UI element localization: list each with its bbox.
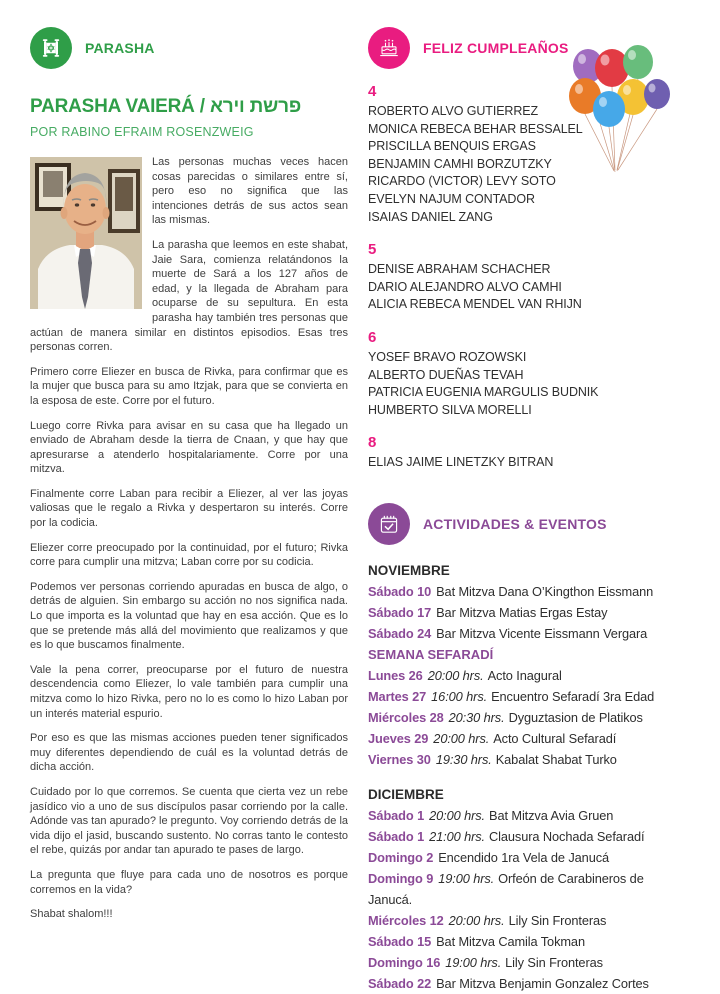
event-subheading: SEMANA SEFARADÍ <box>368 646 494 662</box>
event-day: Domingo 2 <box>368 849 434 865</box>
event-row <box>368 665 690 686</box>
birthday-name: ALICIA REBECA MENDEL VAN RHIJN <box>368 297 582 312</box>
event-day: Miércoles 12 <box>368 912 444 928</box>
birthday-name: YOSEF BRAVO ROZOWSKI <box>368 349 527 364</box>
event-description: Lily Sin Fronteras <box>508 912 607 928</box>
event-row <box>368 749 690 770</box>
event-description: Bar Mitzva Matias Ergas Estay <box>436 604 608 620</box>
events-section-label: ACTIVIDADES & EVENTOS <box>423 515 607 532</box>
article-paragraph: Finalmente corre Laban para recibir a Eliezer, al ver las joyas valiosas que le regalo a Rivka y despertaron su interés. Corre por la codicia. <box>30 487 348 530</box>
birthday-name: ALBERTO DUEÑAS TEVAH <box>368 367 524 382</box>
event-description: Lily Sin Fronteras <box>505 954 603 970</box>
event-day: Sábado 22 <box>368 975 432 991</box>
event-time: 19:00 hrs. <box>438 870 495 886</box>
article-paragraph: La pregunta que fluye para cada uno de nosotros es porque corremos en la vida? <box>30 868 348 896</box>
event-day: Lunes 26 <box>368 667 423 683</box>
event-day: Sábado 10 <box>368 583 432 599</box>
article-paragraph: Cuidado por lo que corremos. Se cuenta que cierta vez un rebe jasídico vio a uno de sus discípulos pasar corriendo por la calle. Adónde vas tan apurado? le pregunto. Voy corriendo detrás de la vida dijo el jasid, buscando sustento. No corras tanto le contesto el rebe, quizás por andar tan apurado te pases de largo. <box>30 785 349 857</box>
event-day: Martes 27 <box>368 688 427 704</box>
event-time: 20:00 hrs. <box>427 667 484 683</box>
event-row <box>368 728 690 749</box>
article-paragraph: Luego corre Rivka para avisar en su casa que ha llegado un enviado de Abraham desde la tierra de Cnaan, y que hay que apresurarse a atenderlo hospitalariamente. Corre por una mitzva. <box>30 419 348 476</box>
event-month-name: DICIEMBRE <box>368 786 444 802</box>
article-paragraph: Eliezer corre preocupado por la continuidad, por el futuro; Rivka corre para cumplir una mitzva; Laban corre por su codicia. <box>30 541 348 569</box>
birthday-name: DENISE ABRAHAM SCHACHER <box>368 262 551 277</box>
calendar-icon <box>368 503 410 545</box>
event-day: Jueves 29 <box>368 730 429 746</box>
event-month <box>368 560 690 770</box>
birthday-name: PATRICIA EUGENIA MARGULIS BUDNIK <box>368 385 599 400</box>
event-day: Sábado 24 <box>368 625 432 641</box>
birthday-name: HUMBERTO SILVA MORELLI <box>368 402 532 417</box>
event-row <box>368 847 690 868</box>
event-day: Domingo 9 <box>368 870 434 886</box>
event-day: Domingo 16 <box>368 954 441 970</box>
rabbi-photo <box>30 157 142 309</box>
article-paragraph: La parasha que leemos en este shabat, Jaie Sara, comienza relatándonos la muerte de Sará a los 127 años de edad, y la llegada de Abraham para ocuparse de su sepultura. En esta parasha hay también tres personas que actúan de manera similar en distintos episodios. Esas tres personas corren. <box>30 238 348 354</box>
birthday-name: ROBERTO ALVO GUTIERREZ <box>368 104 539 118</box>
event-day: Sábado 15 <box>368 933 432 949</box>
event-description: Acto Inagural <box>487 667 562 683</box>
event-row <box>368 686 690 707</box>
event-day: Miércoles 28 <box>368 709 444 725</box>
event-row <box>368 826 690 847</box>
event-day: Viernes 30 <box>368 751 431 767</box>
event-row <box>368 707 690 728</box>
event-month <box>368 784 690 994</box>
event-description: Orfeón de Carabineros de Janucá. <box>368 870 644 907</box>
event-description: Clausura Nochada Sefaradí <box>489 828 645 844</box>
event-row <box>368 868 690 910</box>
article-paragraph: Las personas muchas veces hacen cosas parecidas o similares entre sí, pero eso no significa que las intenciones detrás de sus actos sean las mismas. <box>152 156 348 227</box>
event-row <box>368 581 690 602</box>
article-paragraph: Podemos ver personas corriendo apuradas en busca de algo, o detrás de alguien. Sin embargo su acción no nos significa nada. Lo que importa es la voluntad que hay en esa acción. Que es lo que se pretende más allá del movimiento que realizamos y que es lo que buscamos finalmente. <box>30 580 348 652</box>
article-paragraph: Primero corre Eliezer en busca de Rivka, para confirmar que es la mujer que busca para su amo Itzjak, para que se convierta en la esposa de este. Corre por el futuro. <box>30 365 348 407</box>
event-row <box>368 931 690 952</box>
event-description: Encendido 1ra Vela de Janucá <box>438 849 610 865</box>
parasha-section-header <box>30 26 348 70</box>
event-time: 20:00 hrs. <box>433 730 490 746</box>
event-time: 20:00 hrs. <box>429 807 486 823</box>
balloons-svg <box>560 34 672 184</box>
birthdays-section-label: FELIZ CUMPLEAÑOS <box>423 40 569 56</box>
birthday-group <box>368 241 690 314</box>
parasha-section-label: PARASHA <box>85 40 155 56</box>
event-day: Sábado 1 <box>368 807 425 823</box>
event-row <box>368 973 690 994</box>
birthday-day-number: 8 <box>368 434 377 452</box>
parasha-column <box>30 26 348 994</box>
event-description: Encuentro Sefaradí 3ra Edad <box>491 688 655 704</box>
event-row <box>368 623 690 644</box>
birthday-name: ELIAS JAIME LINETZKY BITRAN <box>368 455 554 470</box>
event-description: Bat Mitzva Avia Gruen <box>489 807 614 823</box>
event-time: 20:00 hrs. <box>448 912 505 928</box>
event-description: Dyguztasion de Platikos <box>508 709 643 725</box>
event-months <box>368 560 690 994</box>
event-row <box>368 952 690 973</box>
birthday-group <box>368 434 690 472</box>
birthday-name: EVELYN NAJUM CONTADOR <box>368 191 535 206</box>
birthday-name: BENJAMIN CAMHI BORZUTZKY <box>368 156 552 171</box>
event-description: Acto Cultural Sefaradí <box>493 730 617 746</box>
event-time: 20:30 hrs. <box>448 709 505 725</box>
birthday-day-number: 6 <box>368 328 377 346</box>
birthday-name: ISAIAS DANIEL ZANG <box>368 209 493 224</box>
birthday-name: PRISCILLA BENQUIS ERGAS <box>368 139 536 154</box>
event-row <box>368 910 690 931</box>
birthday-name: DARIO ALEJANDRO ALVO CAMHI <box>368 279 562 294</box>
birthday-name: RICARDO (VICTOR) LEVY SOTO <box>368 174 556 189</box>
event-time: 21:00 hrs. <box>429 828 486 844</box>
parasha-title: PARASHA VAIERÁ / פרשת וירא <box>30 96 302 117</box>
birthday-cake-icon <box>368 27 410 69</box>
parasha-byline: POR RABINO EFRAIM ROSENZWEIG <box>30 125 254 139</box>
event-time: 19:30 hrs. <box>435 751 492 767</box>
article-paragraph: Por eso es que las mismas acciones pueden tener significados muy diferentes dependiendo de cuál es la voluntad detrás de dicha acción. <box>30 732 348 774</box>
events-section-header <box>368 502 690 546</box>
birthday-name: MONICA REBECA BEHAR BESSALEL <box>368 121 583 136</box>
birthday-group <box>368 329 690 419</box>
event-description: Bar Mitzva Vicente Eissmann Vergara <box>436 625 648 641</box>
event-month-name: NOVIEMBRE <box>368 562 450 578</box>
event-description: Kabalat Shabat Turko <box>495 751 617 767</box>
event-row <box>368 805 690 826</box>
event-description: Bat Mitzva Camila Tokman <box>436 933 585 949</box>
event-time: 19:00 hrs. <box>445 954 502 970</box>
torah-scroll-icon <box>30 27 72 69</box>
birthday-day-number: 4 <box>368 83 377 100</box>
event-row <box>368 602 690 623</box>
event-day: Sábado 1 <box>368 828 425 844</box>
event-time: 16:00 hrs. <box>431 688 488 704</box>
parasha-article <box>30 155 348 922</box>
event-description: Bar Mitzva Benjamin Gonzalez Cortes <box>436 975 649 991</box>
balloons-illustration <box>560 34 672 184</box>
article-paragraph: Vale la pena correr, preocuparse por el futuro de nuestra descendencia como Eliezer, lo vale también para cumplir una mitzva como lo hizo Rivka, pero no lo es como lo hizo Laban por un interés material espurio. <box>30 663 348 720</box>
event-description: Bat Mitzva Dana O’Kingthon Eissmann <box>436 583 654 599</box>
article-paragraph: Shabat shalom!!! <box>30 908 113 921</box>
birthday-day-number: 5 <box>368 241 377 259</box>
event-day: Sábado 17 <box>368 604 432 620</box>
